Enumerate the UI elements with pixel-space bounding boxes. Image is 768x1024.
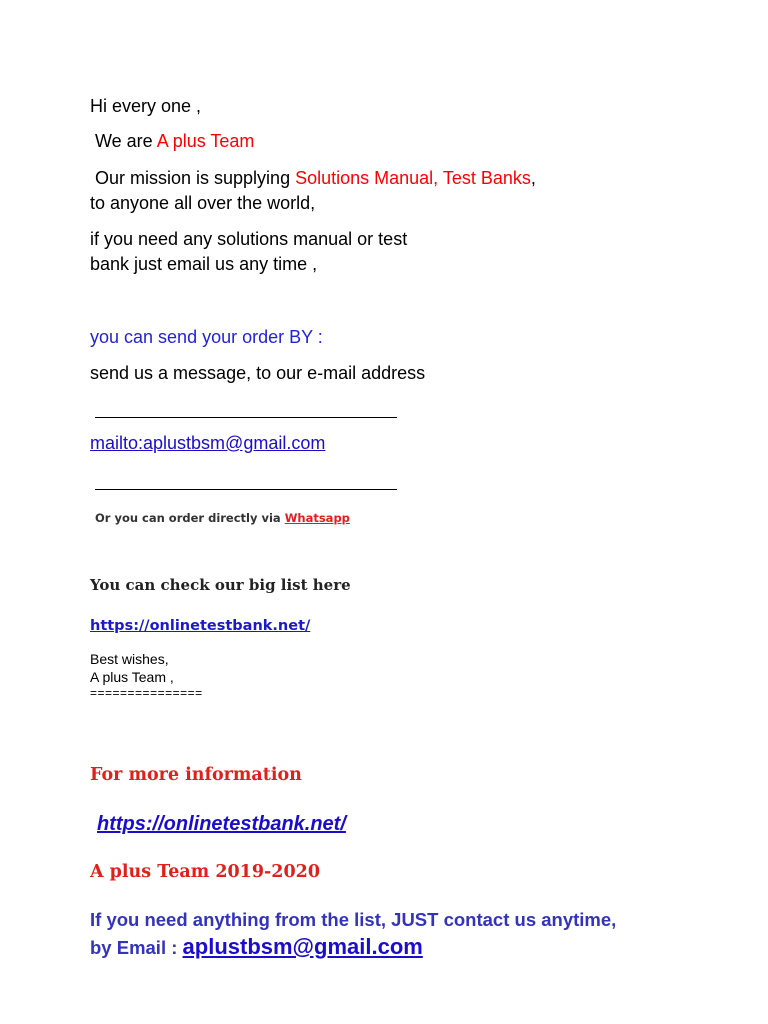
contact-line-2 xyxy=(90,934,423,960)
need-line-1: if you need any solutions manual or test xyxy=(90,229,408,249)
mailto-link[interactable]: mailto:aplustbsm@gmail.com xyxy=(90,433,326,453)
contact-prefix-text: by Email : xyxy=(90,937,183,958)
we-are-line xyxy=(95,130,254,152)
team-name-text: A plus Team xyxy=(156,131,255,151)
list-url-link[interactable]: https://onlinetestbank.net/ xyxy=(90,618,311,634)
need-line-2: bank just email us any time , xyxy=(90,254,318,274)
whatsapp-line xyxy=(95,511,350,525)
order-heading: you can send your order BY : xyxy=(90,327,323,347)
footer-url-link[interactable]: https://onlinetestbank.net/ xyxy=(97,813,346,835)
message-line: send us a message, to our e-mail address xyxy=(90,363,426,383)
whatsapp-link[interactable]: Whatsapp xyxy=(284,511,350,525)
team-years-text: A plus Team 2019-2020 xyxy=(90,862,320,882)
signoff-team-text: A plus Team , xyxy=(90,669,174,685)
greeting-text: Hi every one , xyxy=(90,96,202,116)
mission-products-text: Solutions Manual, Test Banks xyxy=(295,168,531,188)
footer-email-link[interactable]: aplustbsm@gmail.com xyxy=(182,934,423,959)
more-info-heading: For more information xyxy=(90,765,302,785)
we-are-text: We are xyxy=(95,131,157,151)
mission-line-2: to anyone all over the world, xyxy=(90,193,316,213)
divider-top xyxy=(95,417,397,418)
whatsapp-prefix-text: Or you can order directly via xyxy=(95,511,285,525)
separator-text: =============== xyxy=(90,686,203,700)
mission-prefix-text: Our mission is supplying xyxy=(95,168,296,188)
divider-bottom xyxy=(95,489,397,490)
check-list-text: You can check our big list here xyxy=(90,576,351,594)
mission-line xyxy=(95,167,536,189)
contact-line-1: If you need anything from the list, JUST contact us anytime, xyxy=(90,909,617,930)
best-wishes-text: Best wishes, xyxy=(90,651,169,667)
mission-suffix-text: , xyxy=(530,168,536,188)
